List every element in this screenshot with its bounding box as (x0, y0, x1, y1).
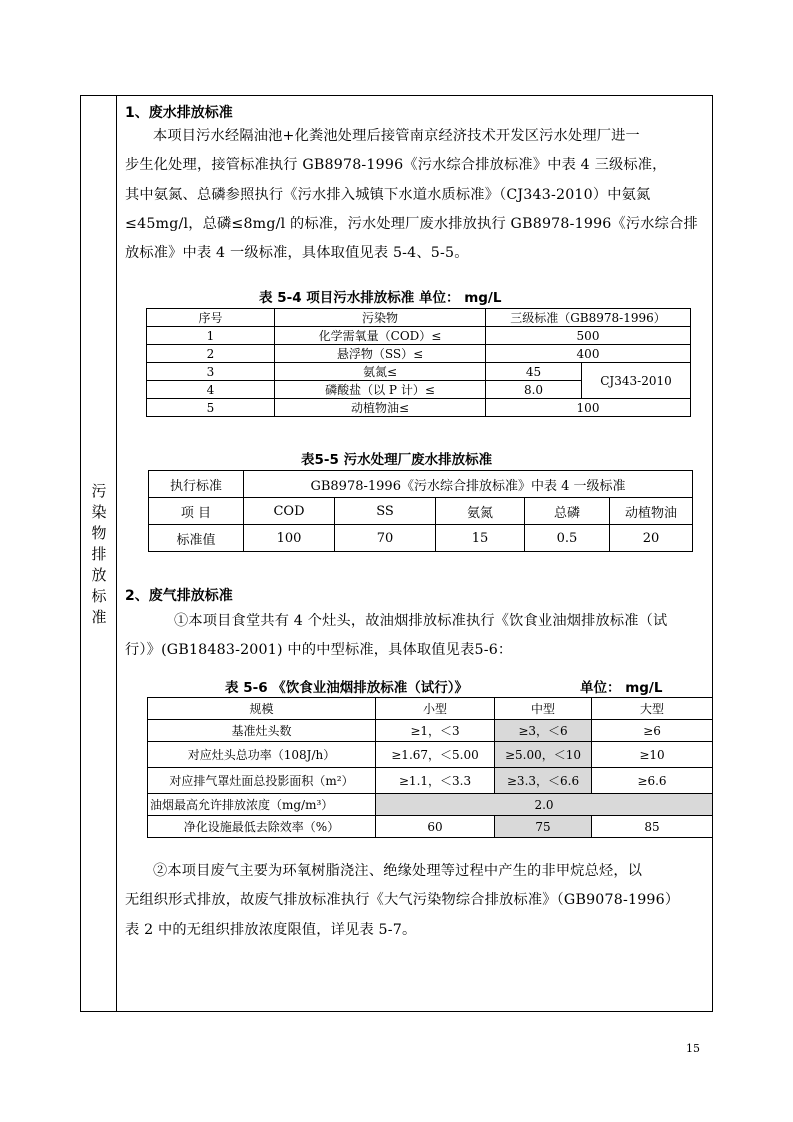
table-cell: 85 (592, 816, 713, 838)
table-cell: ≥1，＜3 (376, 720, 495, 742)
side-char: 准 (91, 608, 107, 626)
table-cell: 动植物油≤ (275, 399, 486, 417)
table-header: 中型 (495, 698, 592, 720)
table-header: 氨氮 (436, 498, 525, 525)
table-cell: 400 (486, 345, 691, 363)
table-cell: ≥1.67，＜5.00 (376, 742, 495, 768)
side-column (81, 96, 117, 1011)
para-line: 表 2 中的无组织排放浓度限值，详见表 5-7。 (125, 921, 417, 938)
table-header: 标准值 (149, 525, 244, 552)
side-char: 标 (91, 587, 107, 605)
table-cell: ≥6.6 (592, 768, 713, 794)
table-header: 动植物油 (610, 498, 693, 525)
table-cell: 8.0 (486, 381, 582, 399)
table-cell: 15 (436, 525, 525, 552)
table-header: 规模 (148, 698, 376, 720)
table-header: 执行标准 (149, 471, 244, 498)
table-cell: 5 (147, 399, 275, 417)
para-line: 步生化处理，接管标准执行 GB8978-1996《污水综合排放标准》中表 4 三级标准， (125, 157, 667, 174)
table-cell: 3 (147, 363, 275, 381)
table-cell: 磷酸盐（以 P 计）≤ (275, 381, 486, 399)
table-cell: ≥3.3，＜6.6 (495, 768, 592, 794)
table-header: 三级标准（GB8978-1996） (486, 309, 691, 327)
table-cell: GB8978-1996《污水综合排放标准》中表 4 一级标准 (244, 471, 693, 498)
para-line: ②本项目废气主要为环氧树脂浇注、绝缘处理等过程中产生的非甲烷总烃，以 (153, 863, 643, 879)
side-char: 排 (91, 545, 107, 563)
table-cell: 100 (486, 399, 691, 417)
table-header: 小型 (376, 698, 495, 720)
table-header: 总磷 (525, 498, 610, 525)
page-number: 15 (686, 1042, 700, 1055)
table-cell: ≥1.1，＜3.3 (376, 768, 495, 794)
table-cell: ≥5.00，＜10 (495, 742, 592, 768)
section2-paragraph-b (125, 857, 709, 945)
table55-caption: 表5-5 污水处理厂废水排放标准 (301, 452, 493, 468)
table-cell: 4 (147, 381, 275, 399)
table-cell: 100 (244, 525, 335, 552)
table-cell: 基准灶头数 (148, 720, 376, 742)
para-line: ①本项目食堂共有 4 个灶头，故油烟排放标准执行《饮食业油烟排放标准（试 (174, 613, 668, 629)
table-cell: 2.0 (376, 794, 713, 816)
table-cell: 对应排气罩灶面总投影面积（m²） (148, 768, 376, 794)
page-frame (80, 95, 713, 1012)
table-5-6 (147, 697, 713, 838)
table54-caption: 表 5-4 项目污水排放标准 单位： mg/L (259, 290, 502, 306)
side-char: 放 (91, 566, 107, 584)
section1-heading: 1、废水排放标准 (125, 105, 233, 121)
table-cell: ≥10 (592, 742, 713, 768)
side-label (81, 481, 117, 628)
table-5-4 (146, 308, 691, 417)
table-cell: 氨氮≤ (275, 363, 486, 381)
table-cell: 对应灶头总功率（108J/h） (148, 742, 376, 768)
section2-paragraph-a (125, 607, 709, 666)
table-header: 大型 (592, 698, 713, 720)
table-header: COD (244, 498, 335, 525)
table-header: SS (335, 498, 436, 525)
table-cell: ≥6 (592, 720, 713, 742)
para-line: ≤45mg/l，总磷≤8mg/l 的标准，污水处理厂废水排放执行 GB8978-1996《污水综合排 (125, 215, 698, 232)
table56-unit: 单位： mg/L (580, 680, 663, 696)
table-cell: 500 (486, 327, 691, 345)
section1-paragraph (125, 122, 709, 268)
table-cell: 45 (486, 363, 582, 381)
table-cell: 2 (147, 345, 275, 363)
para-line: 无组织形式排放，故废气排放标准执行《大气污染物综合排放标准》（GB9078-1996） (125, 892, 680, 909)
table-header: 污染物 (275, 309, 486, 327)
para-line: 放标准》中表 4 一级标准，具体取值见表 5-4、5-5。 (125, 245, 469, 262)
table-cell: 70 (335, 525, 436, 552)
table-header: 项 目 (149, 498, 244, 525)
table-cell: 75 (495, 816, 592, 838)
table-cell: 净化设施最低去除效率（%） (148, 816, 376, 838)
table-cell: ≥3，＜6 (495, 720, 592, 742)
table-cell: 化学需氧量（COD）≤ (275, 327, 486, 345)
section2-heading: 2、废气排放标准 (125, 588, 233, 604)
cj-note-cell: CJ343-2010 (582, 363, 691, 399)
para-line: 其中氨氮、总磷参照执行《污水排入城镇下水道水质标准》（CJ343-2010）中氨氮 (125, 186, 651, 203)
table56-caption: 表 5-6 《饮食业油烟排放标准（试行）》 (225, 680, 469, 696)
table-cell: 悬浮物（SS）≤ (275, 345, 486, 363)
side-char: 物 (91, 524, 107, 542)
side-char: 染 (91, 503, 107, 521)
table-cell: 1 (147, 327, 275, 345)
para-line: 行）》(GB18483-2001) 中的中型标准，具体取值见表5-6： (125, 642, 513, 659)
table-cell: 0.5 (525, 525, 610, 552)
table-cell: 20 (610, 525, 693, 552)
para-line: 本项目污水经隔油池+化粪池处理后接管南京经济技术开发区污水处理厂进一 (153, 128, 640, 144)
table-5-5 (148, 470, 693, 552)
table-cell: 油烟最高允许排放浓度（mg/m³） (148, 794, 376, 816)
side-char: 污 (91, 482, 107, 500)
table-header: 序号 (147, 309, 275, 327)
table-cell: 60 (376, 816, 495, 838)
